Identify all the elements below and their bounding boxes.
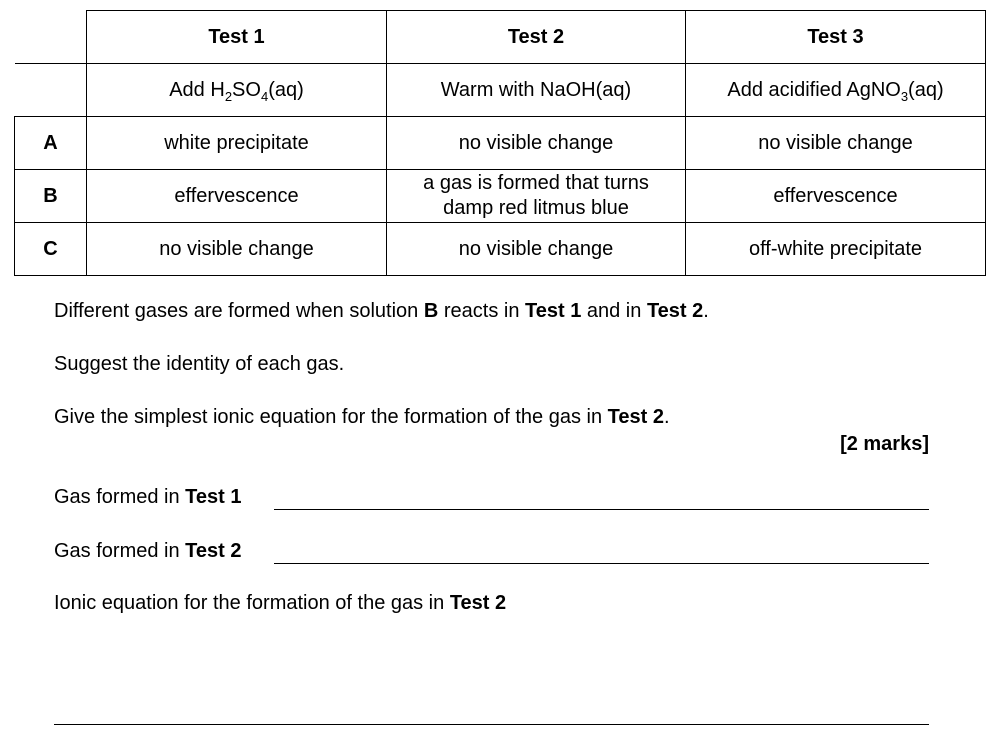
result-cell: white precipitate xyxy=(87,117,387,170)
gas-test-2-answer-line[interactable] xyxy=(274,563,929,564)
table-row xyxy=(15,117,986,170)
equation-label: Ionic equation for the formation of the gas in Test 2 xyxy=(54,592,507,614)
header-test-3: Test 3 xyxy=(686,11,986,64)
result-cell: no visible change xyxy=(387,223,686,276)
reagent-test-3: Add acidified AgNO$_3$(aq) xyxy=(686,64,986,117)
corner-cell xyxy=(15,11,87,64)
question-paragraph-1: Different gases are formed when solution B reacts in Test 1 and in Test 2. xyxy=(54,300,709,322)
result-cell: off-white precipitate xyxy=(686,223,986,276)
reagent-test-1: Add $H_2SO_4(aq)$ xyxy=(87,64,387,117)
result-cell: no visible change xyxy=(686,117,986,170)
gas-test-1-label: Gas formed in Test 1 xyxy=(54,486,242,508)
row-label-a: A xyxy=(15,117,87,170)
row-label-c: C xyxy=(15,223,87,276)
question-paragraph-2: Suggest the identity of each gas. xyxy=(54,353,345,375)
results-table xyxy=(14,10,986,276)
reagent-row xyxy=(15,64,986,117)
gas-test-1-answer-line[interactable] xyxy=(274,509,929,510)
reagent-test-2: Warm with NaOH(aq) xyxy=(387,64,686,117)
table-row xyxy=(15,223,986,276)
table-row xyxy=(15,170,986,223)
gas-test-2-label: Gas formed in Test 2 xyxy=(54,540,242,562)
result-cell: effervescence xyxy=(686,170,986,223)
marks-label: [2 marks] xyxy=(840,433,929,455)
result-cell: a gas is formed that turns damp red litmus blue xyxy=(387,170,686,223)
header-test-2: Test 2 xyxy=(387,11,686,64)
equation-answer-line[interactable] xyxy=(54,724,929,725)
corner-cell xyxy=(15,64,87,117)
row-label-b: B xyxy=(15,170,87,223)
question-paragraph-3: Give the simplest ionic equation for the formation of the gas in Test 2. xyxy=(54,406,670,428)
result-cell: no visible change xyxy=(87,223,387,276)
header-test-1: Test 1 xyxy=(87,11,387,64)
header-row xyxy=(15,11,986,64)
result-cell: no visible change xyxy=(387,117,686,170)
result-cell: effervescence xyxy=(87,170,387,223)
